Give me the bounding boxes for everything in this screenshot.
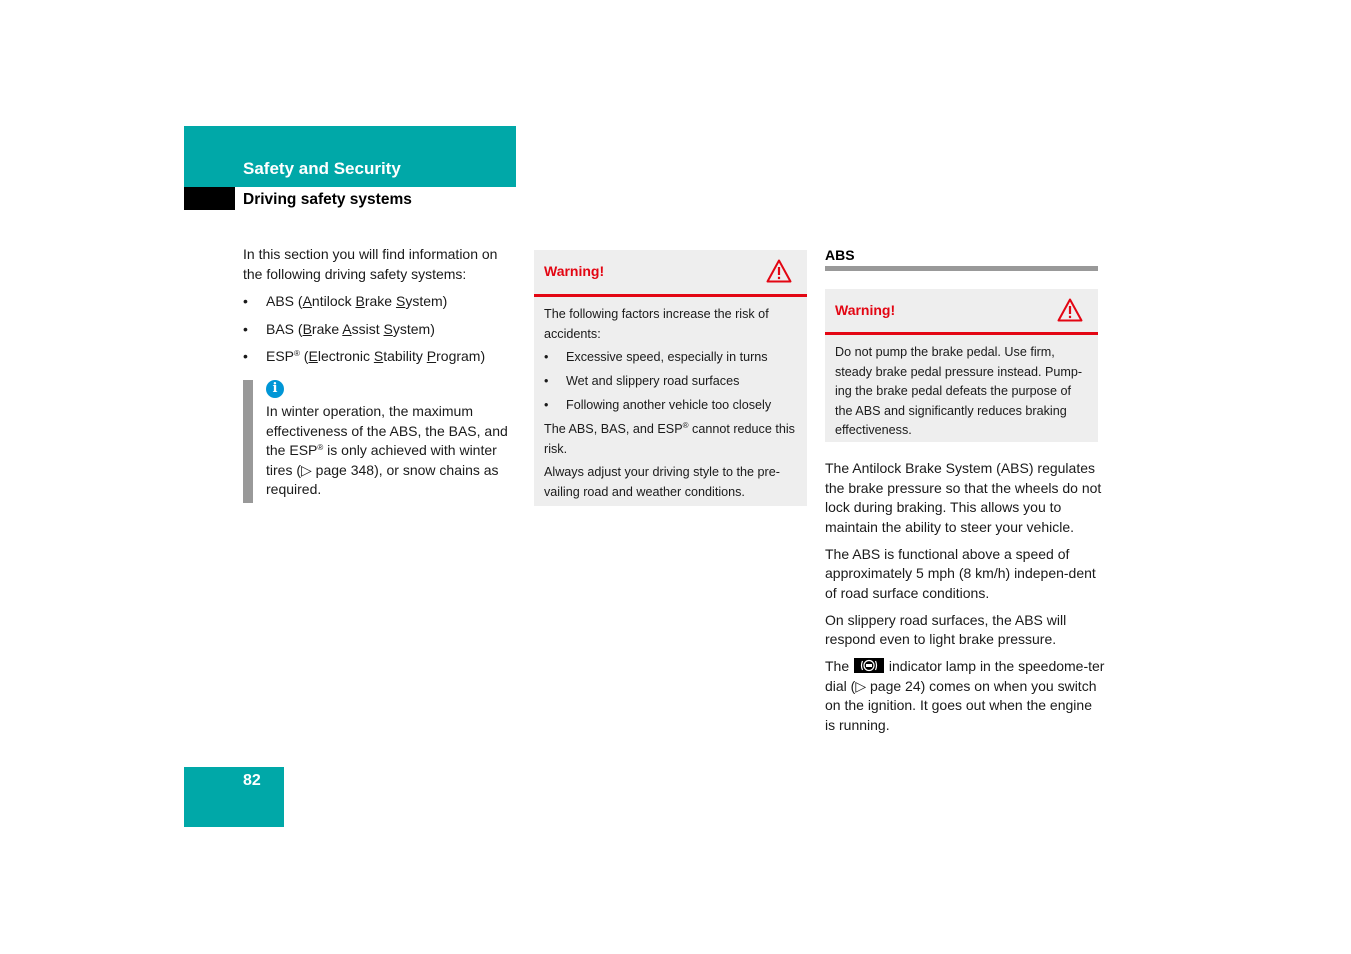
warning-advice: Always adjust your driving style to the pre-vailing road and weather conditions. [544, 465, 780, 499]
list-item: • Wet and slippery road surfaces [544, 372, 797, 392]
warning-triangle-icon [1057, 298, 1083, 322]
section-title: Safety and Security [243, 159, 401, 178]
abs-paragraph-1: The Antilock Brake System (ABS) regulates the brake pressure so that the wheels do not lock during braking. This allows you to maintain the ability to steer your vehicle. [825, 460, 1102, 535]
page-number: 82 [243, 772, 261, 789]
warning-label: Warning! [544, 263, 605, 279]
abs-paragraph-3: On slippery road surfaces, the ABS will respond even to light brake pressure. [825, 611, 1067, 647]
page-reference-link[interactable]: ▷ page 24 [855, 677, 921, 694]
warning-note: The ABS, BAS, and ESP® cannot reduce this risk. [544, 421, 795, 456]
warning-intro: The following factors increase the risk of accidents: [544, 307, 769, 341]
warning-box-brake-pedal [825, 289, 1098, 442]
list-item-abs: • ABS (Antilock Brake System) [243, 292, 518, 312]
list-item: • Excessive speed, especially in turns [544, 348, 797, 368]
info-icon: i [266, 380, 284, 398]
page-number-band [184, 767, 284, 827]
info-note-bar [243, 380, 253, 503]
warning-header [534, 250, 807, 297]
abs-indicator-lamp-icon [854, 658, 884, 673]
subsection-title: Driving safety systems [243, 191, 412, 208]
list-item-bas: • BAS (Brake Assist System) [243, 320, 518, 340]
abs-description [825, 459, 1105, 743]
info-note-text: In winter operation, the maximum effectiveness of the ABS, the BAS, and the ESP® is only achieved with winter tires (▷ page 348), or snow chains as required. [266, 403, 508, 497]
list-item-esp: • ESP® (Electronic Stability Program) [243, 347, 518, 367]
risk-factor-list [544, 348, 797, 416]
warning-box-accident-risk [534, 250, 807, 506]
section-tab-marker [184, 187, 235, 210]
intro-column [243, 245, 518, 375]
warning-text: Do not pump the brake pedal. Use firm, steady brake pedal pressure instead. Pump-ing the brake pedal defeats the purpose of the ABS and significantly reduces braking effectiveness. [835, 345, 1083, 437]
abs-heading: ABS [825, 247, 855, 263]
systems-list [243, 292, 518, 367]
warning-triangle-icon [766, 259, 792, 283]
page-reference-link[interactable]: ▷ page 348 [301, 461, 375, 478]
abs-paragraph-4: The indicator lamp in the speedome-ter dial (▷ page 24) comes on when you switch on the ignition. It goes out when the engine is running. [825, 658, 1105, 733]
warning-label: Warning! [835, 302, 896, 318]
warning-body [534, 297, 807, 512]
warning-body [825, 335, 1098, 451]
list-item: • Following another vehicle too closely [544, 396, 797, 416]
abs-paragraph-2: The ABS is functional above a speed of approximately 5 mph (8 km/h) indepen-dent of road surface conditions. [825, 545, 1096, 601]
warning-header [825, 289, 1098, 335]
intro-text: In this section you will find information on the following driving safety systems: [243, 246, 498, 282]
heading-rule [825, 266, 1098, 271]
